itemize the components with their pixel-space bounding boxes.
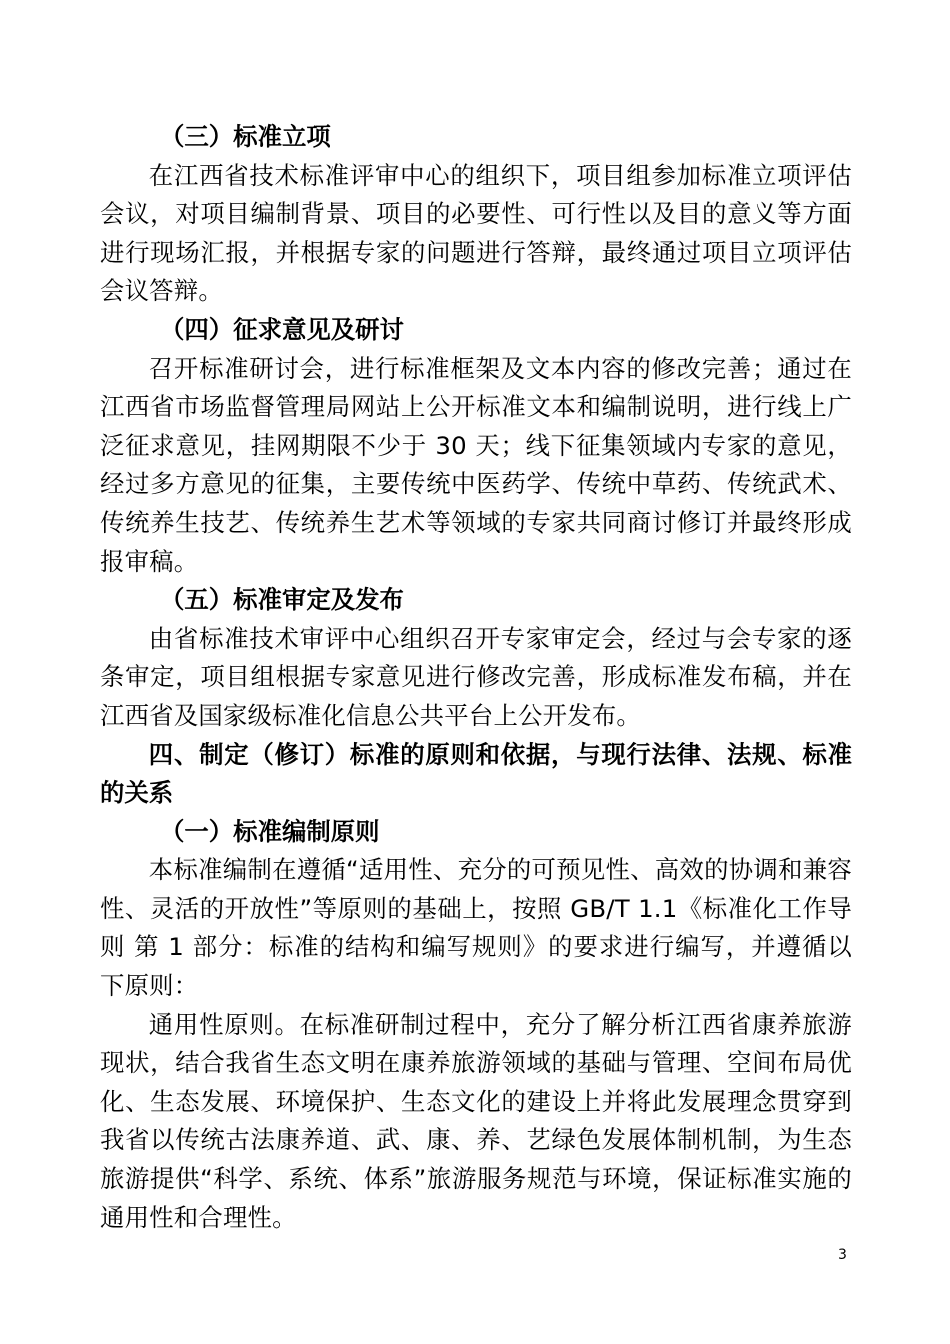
section-heading-3: （三）标准立项 [160,122,331,151]
section-paragraph-3: 在江西省技术标准评审中心的组织下，项目组参加标准立项评估会议，对项目编制背景、项目的必要性、可行性以及目的意义等方面进行现场汇报，并根据专家的问题进行答辩，最终通过项目立项评估会议答辩。 [100,160,852,306]
document-body [100,118,852,1237]
page-number: 3 [838,1247,847,1263]
principle-paragraph: 通用性原则。在标准研制过程中，充分了解分析江西省康养旅游现状，结合我省生态文明在康养旅游领域的基础与管理、空间布局优化、生态发展、环境保护、生态文化的建设上并将此发展理念贯穿到我省以传统古法康养道、武、康、养、艺绿色发展体制机制，为生态旅游提供“科学、系统、体系”旅游服务规范与环境，保证标准实施的通用性和合理性。 [100,1009,852,1232]
part-heading-4: 四、制定（修订）标准的原则和依据，与现行法律、法规、标准的关系 [100,739,852,808]
subsection-heading-1: （一）标准编制原则 [160,816,380,846]
section-heading-4: （四）征求意见及研讨 [160,314,404,344]
section-heading-5: （五）标准审定及发布 [160,585,404,615]
subsection-paragraph-1: 本标准编制在遵循“适用性、充分的可预见性、高效的协调和兼容性、灵活的开放性”等原则的基础上，按照 GB/T 1.1《标准化工作导则 第 1 部分：标准的结构和编写规则》的要求进行编写，并遵循以下原则： [100,855,852,1001]
section-paragraph-5: 由省标准技术审评中心组织召开专家审定会，经过与会专家的逐条审定，项目组根据专家意见进行修改完善，形成标准发布稿，并在江西省及国家级标准化信息公共平台上公开发布。 [100,623,852,730]
section-paragraph-4: 召开标准研讨会，进行标准框架及文本内容的修改完善；通过在江西省市场监督管理局网站上公开标准文本和编制说明，进行线上广泛征求意见，挂网期限不少于 30 天；线下征集领域内专家的意见，经过多方意见的征集，主要传统中医药学、传统中草药、传统武术、传统养生技艺、传统养生艺术等领域的专家共同商讨修订并最终形成报审稿。 [100,353,852,576]
